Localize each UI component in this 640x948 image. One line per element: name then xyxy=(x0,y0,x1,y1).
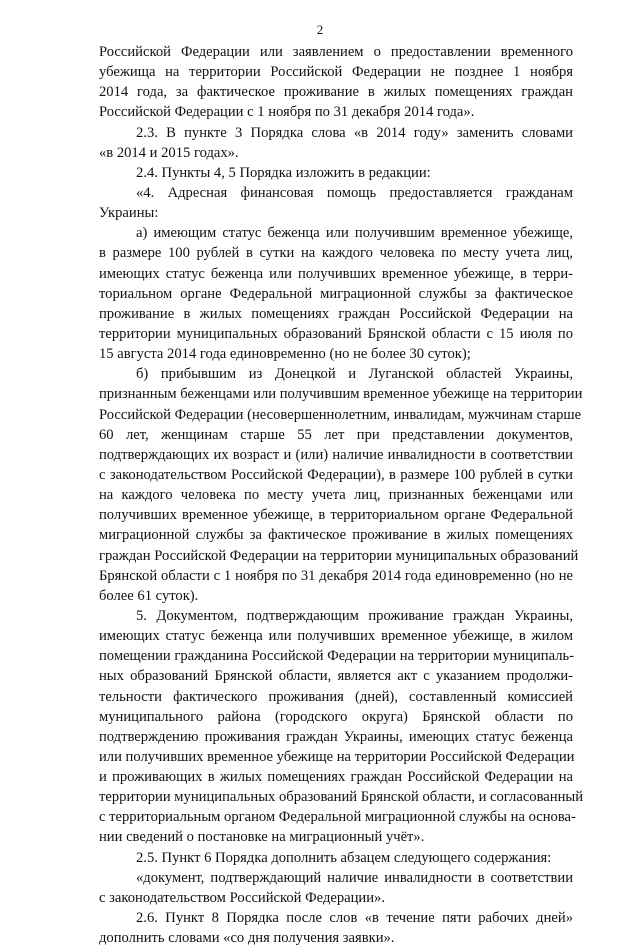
text-line: территории муниципальных образований Брянской области, и согласованный xyxy=(99,789,584,806)
text-line: или получивших временное убежище на территории Российской Федерации xyxy=(99,748,575,765)
text-line: имеющих статус беженца или получивших временное убежище, в терри- xyxy=(99,265,573,282)
text-line: дополнить словами «со дня получения заявки». xyxy=(99,930,395,947)
page-number: 2 xyxy=(316,22,324,37)
text-line: получивших временное убежище, в территориальном органе Федеральной xyxy=(99,507,573,524)
text-line: ных образований Брянской области, является акт с указанием продолжи- xyxy=(99,668,573,685)
text-line: с законодательством Российской Федерации), в размере 100 рублей в сутки xyxy=(99,466,573,483)
text-line: б) прибывшим из Донецкой и Луганской областей Украины, xyxy=(136,366,573,383)
text-line: 2.6. Пункт 8 Порядка после слов «в течение пяти рабочих дней» xyxy=(136,910,573,927)
text-line: имеющих статус беженца или получивших временное убежище, в жилом xyxy=(99,628,573,645)
text-line: с территориальным органом Федеральной миграционной службы на основа- xyxy=(99,809,576,826)
text-line: 60 лет, женщинам старше 55 лет при представлении документов, xyxy=(99,426,573,443)
text-line: 2014 года, за фактическое проживание в жилых помещениях граждан xyxy=(99,84,573,101)
text-line: граждан Российской Федерации на территории муниципальных образований xyxy=(99,547,579,564)
text-line: муниципального района (городского округа) Брянской области по xyxy=(99,708,573,725)
text-line: на каждого человека по месту учета лиц, признанных беженцами или xyxy=(99,487,573,504)
text-line: помещении гражданина Российской Федерации на территории муниципаль- xyxy=(99,648,575,665)
text-line: 15 августа 2014 года единовременно (но не более 30 суток); xyxy=(99,346,471,363)
text-line: 2.3. В пункте 3 Порядка слова «в 2014 году» заменить словами xyxy=(136,124,573,141)
document-body xyxy=(99,42,584,948)
text-line: в размере 100 рублей в сутки на каждого человека по месту учета лиц, xyxy=(99,245,573,262)
text-line: признанным беженцами или получившим временное убежище на территории xyxy=(99,386,583,403)
text-line: Российской Федерации с 1 ноября по 31 декабря 2014 года». xyxy=(99,104,475,121)
text-line: Российской Федерации (несовершеннолетним, инвалидам, мужчинам старше xyxy=(99,406,582,423)
text-line: убежища на территории Российской Федерации не позднее 1 ноября xyxy=(99,64,573,81)
text-line: нии сведений о постановке на миграционный учёт». xyxy=(99,829,425,846)
text-line: 2.4. Пункты 4, 5 Порядка изложить в редакции: xyxy=(136,164,431,181)
text-line: 2.5. Пункт 6 Порядка дополнить абзацем следующего содержания: xyxy=(136,849,552,866)
text-line: миграционной службы за фактическое проживание в жилых помещениях xyxy=(99,527,573,544)
text-line: Российской Федерации или заявлением о предоставлении временного xyxy=(99,44,573,60)
text-line: Украины: xyxy=(99,205,159,222)
text-line: территории муниципальных образований Брянской области с 15 июля по xyxy=(99,325,573,342)
text-line: и проживающих в жилых помещениях граждан Российской Федерации на xyxy=(99,769,573,786)
text-line: «в 2014 и 2015 годах». xyxy=(99,144,239,161)
text-line: подтверждающих их возраст и (или) наличие инвалидности в соответствии xyxy=(99,446,573,463)
text-line: 5. Документом, подтверждающим проживание граждан Украины, xyxy=(136,607,573,624)
text-line: с законодательством Российской Федерации». xyxy=(99,889,386,906)
text-line: Брянской области с 1 ноября по 31 декабря 2014 года единовременно (но не xyxy=(99,567,573,584)
text-line: тельности фактического проживания (дней), составленный комиссией xyxy=(99,688,573,705)
text-line: подтверждению проживания граждан Украины, имеющих статус беженца xyxy=(99,728,573,745)
text-line: проживание в жилых помещениях граждан Российской Федерации на xyxy=(99,305,573,322)
text-line: а) имеющим статус беженца или получившим временное убежище, xyxy=(136,225,573,242)
text-line: «4. Адресная финансовая помощь предоставляется гражданам xyxy=(136,184,573,201)
text-line: более 61 суток). xyxy=(99,587,199,604)
text-line: «документ, подтверждающий наличие инвалидности в соответствии xyxy=(136,869,573,886)
text-line: ториальном органе Федеральной миграционной службы за фактическое xyxy=(99,285,573,302)
